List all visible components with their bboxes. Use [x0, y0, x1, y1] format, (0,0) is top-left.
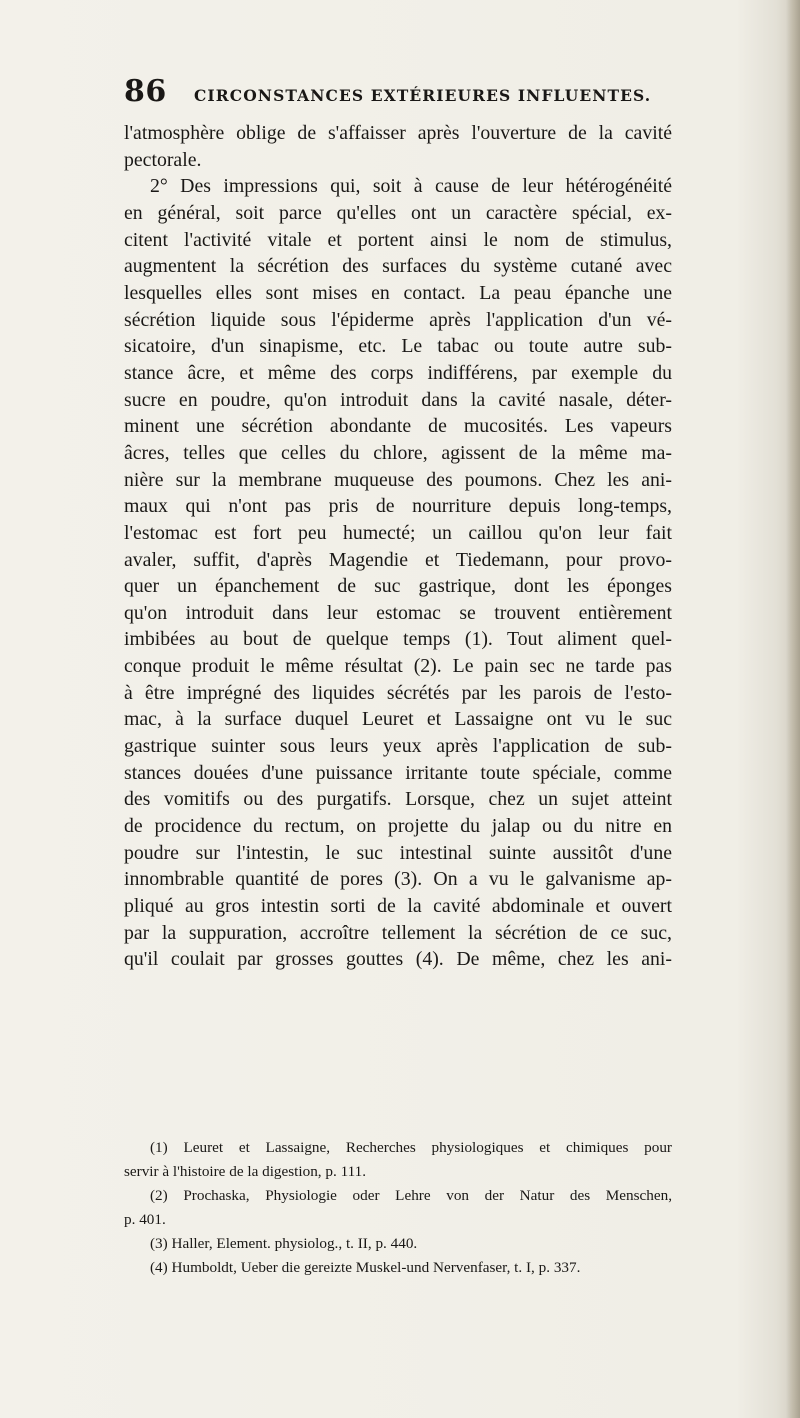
body-line: pectorale. [124, 148, 202, 171]
body-line: sucre en poudre, qu'on introduit dans la cavité nasale, déter- [124, 388, 672, 411]
footnote-line: servir à l'histoire de la digestion, p. 111. [124, 1163, 367, 1180]
body-line: conque produit le même résultat (2). Le pain sec ne tarde pas [124, 655, 672, 678]
body-line: sécrétion liquide sous l'épiderme après l'application d'un vé- [124, 308, 672, 331]
body-line: maux qui n'ont pas pris de nourriture depuis long-temps, [124, 495, 672, 518]
body-line: l'atmosphère oblige de s'affaisser après l'ouverture de la cavité [124, 122, 672, 144]
body-line: citent l'activité vitale et portent ainsi le nom de stimulus, [124, 228, 672, 251]
body-line: en général, soit parce qu'elles ont un caractère spécial, ex- [124, 201, 672, 224]
footnote-line: (1) Leuret et Lassaigne, Recherches physiologiques et chimiques pour [150, 1139, 672, 1156]
body-line: pliqué au gros intestin sorti de la cavité abdominale et ouvert [124, 895, 672, 918]
body-line: à être imprégné des liquides sécrétés par les parois de l'esto- [124, 681, 672, 704]
body-line: mac, à la surface duquel Leuret et Lassaigne ont vu le suc [124, 708, 672, 731]
body-line: sicatoire, d'un sinapisme, etc. Le tabac ou toute autre sub- [124, 335, 672, 358]
body-line: imbibées au bout de quelque temps (1). Tout aliment quel- [124, 628, 672, 651]
body-line: avaler, suffit, d'après Magendie et Tiedemann, pour provo- [124, 548, 672, 571]
body-line: de procidence du rectum, on projette du jalap ou du nitre en [124, 815, 672, 838]
body-line: qu'il coulait par grosses gouttes (4). De même, chez les ani- [124, 948, 672, 971]
body-line: poudre sur l'intestin, le suc intestinal suinte aussitôt d'une [124, 841, 672, 864]
body-text [124, 120, 672, 973]
body-line: gastrique suinter sous leurs yeux après l'application de sub- [124, 735, 672, 758]
body-line: stance âcre, et même des corps indifférens, par exemple du [124, 361, 672, 384]
page-edge-shadow [786, 0, 800, 1418]
body-line: minent une sécrétion abondante de mucosités. Les vapeurs [124, 415, 672, 438]
page-header [124, 74, 684, 114]
body-line: par la suppuration, accroître tellement la sécrétion de ce suc, [124, 921, 672, 944]
body-line: quer un épanchement de suc gastrique, dont les éponges [124, 575, 672, 598]
body-line: l'estomac est fort peu humecté; un caillou qu'on leur fait [124, 521, 672, 544]
body-line: stances douées d'une puissance irritante toute spéciale, comme [124, 761, 672, 784]
footnote-line: (3) Haller, Element. physiolog., t. II, p. 440. [150, 1235, 418, 1252]
body-line: des vomitifs ou des purgatifs. Lorsque, chez un sujet atteint [124, 788, 672, 811]
running-head: CIRCONSTANCES EXTÉRIEURES INFLUENTES. [194, 86, 652, 105]
body-line: 2° Des impressions qui, soit à cause de leur hétérogénéité [150, 175, 672, 198]
page-number: 86 [124, 74, 167, 109]
footnote-line: p. 401. [124, 1211, 166, 1228]
body-line: innombrable quantité de pores (3). On a vu le galvanisme ap- [124, 868, 672, 891]
footnotes [124, 1136, 672, 1280]
body-line: qu'on introduit dans leur estomac se trouvent entièrement [124, 601, 672, 624]
body-line: augmentent la sécrétion des surfaces du système cutané avec [124, 255, 672, 278]
body-line: nière sur la membrane muqueuse des poumons. Chez les ani- [124, 468, 672, 491]
body-line: âcres, telles que celles du chlore, agissent de la même ma- [124, 441, 672, 464]
body-line: lesquelles elles sont mises en contact. La peau épanche une [124, 281, 672, 304]
footnote-line: (2) Prochaska, Physiologie oder Lehre von der Natur des Menschen, [150, 1187, 672, 1204]
footnote-line: (4) Humboldt, Ueber die gereizte Muskel-und Nervenfaser, t. I, p. 337. [150, 1259, 581, 1276]
